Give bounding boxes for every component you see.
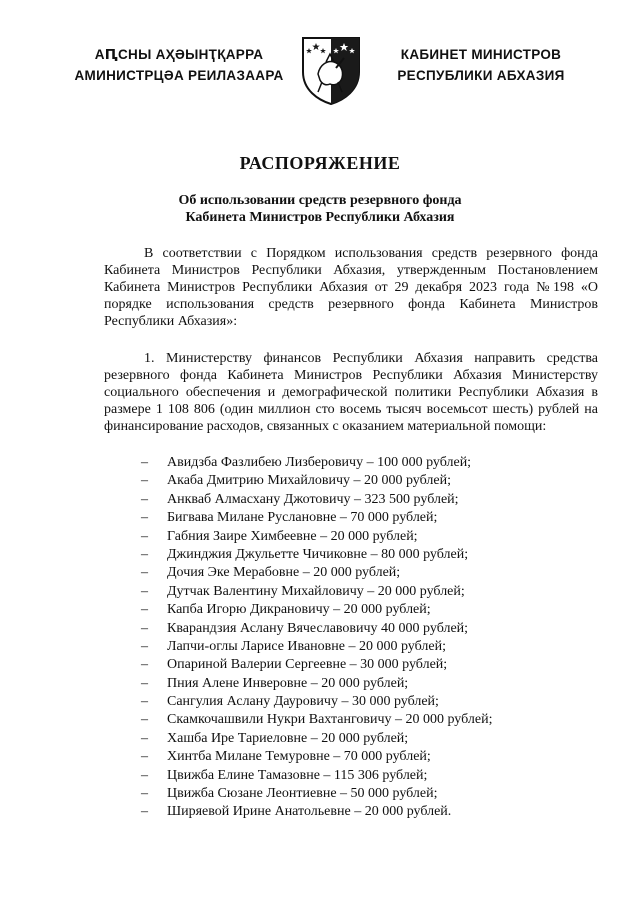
list-item bbox=[141, 564, 611, 582]
list-item bbox=[141, 601, 611, 619]
list-dash: – bbox=[141, 767, 148, 783]
list-dash: – bbox=[141, 620, 148, 636]
paragraph-1-text: В соответствии с Порядком использования средств резервного фонда Кабинета Министров Республики Абхазия, утвержденным Постановлением Кабинета Министров Республики Абхазия от 29 декабря 2023 года №198 «О порядке использования средств резервного фонда Кабинета Министров Республики Абхазия»: bbox=[104, 246, 598, 329]
list-item bbox=[141, 546, 611, 564]
list-item-text: Хашба Ире Тариеловне – 20 000 рублей; bbox=[167, 730, 409, 746]
list-item bbox=[141, 730, 611, 748]
list-item bbox=[141, 767, 611, 785]
list-dash: – bbox=[141, 694, 148, 710]
list-item bbox=[141, 528, 611, 546]
header-abkhaz-title bbox=[64, 44, 294, 86]
list-item-text: Хинтба Милане Темуровне – 70 000 рублей; bbox=[167, 749, 431, 765]
list-dash: – bbox=[141, 749, 148, 765]
list-item-text: Дочия Эке Мерабовне – 20 000 рублей; bbox=[167, 565, 401, 581]
list-dash: – bbox=[141, 730, 148, 746]
list-dash: – bbox=[141, 473, 148, 489]
list-item bbox=[141, 656, 611, 674]
list-dash: – bbox=[141, 657, 148, 673]
header-right-line1: КАБИНЕТ МИНИСТРОВ bbox=[400, 47, 562, 62]
list-item-text: Джинджия Джульетте Чичиковне – 80 000 рублей; bbox=[167, 546, 469, 562]
list-item bbox=[141, 748, 611, 766]
recipient-list bbox=[141, 454, 611, 822]
document-header bbox=[0, 0, 640, 110]
list-item-text: Ширяевой Ирине Анатольевне – 20 000 рублей. bbox=[167, 804, 452, 820]
list-item-text: Скамкочашвили Нукри Вахтанговичу – 20 000 рублей; bbox=[167, 712, 493, 728]
list-item bbox=[141, 711, 611, 729]
list-dash: – bbox=[141, 638, 148, 654]
list-item bbox=[141, 803, 611, 821]
list-dash: – bbox=[141, 455, 148, 470]
clause-1-paragraph bbox=[104, 350, 598, 435]
list-item bbox=[141, 675, 611, 693]
list-item-text: Цвижба Елине Тамазовне – 115 306 рублей; bbox=[167, 767, 428, 783]
list-item bbox=[141, 620, 611, 638]
list-item-text: Габния Заире Химбеевне – 20 000 рублей; bbox=[167, 528, 418, 544]
list-item-text: Бигвава Милане Руслановне – 70 000 рублей; bbox=[167, 510, 438, 526]
list-dash: – bbox=[141, 712, 148, 728]
subtitle-line2: Кабинета Министров Республики Абхазия bbox=[185, 210, 455, 225]
list-item bbox=[141, 454, 611, 472]
list-dash: – bbox=[141, 602, 148, 618]
list-item bbox=[141, 638, 611, 656]
list-item-text: Дутчак Валентину Михайловичу – 20 000 рублей; bbox=[167, 583, 465, 599]
list-item-text: Авидзба Фазлибею Лизберовичу – 100 000 рублей; bbox=[167, 455, 472, 470]
header-russian-title bbox=[376, 44, 586, 86]
list-dash: – bbox=[141, 804, 148, 820]
list-item bbox=[141, 472, 611, 490]
list-item bbox=[141, 693, 611, 711]
paragraph-2-text: 1. Министерству финансов Республики Абхазия направить средства резервного фонда Кабинета Министров Республики Абхазия Министерству социального обеспечения и демографической политики Республики Абхазия в размере 1 108 806 (один миллион сто восемь тысяч восемьсот шесть) рублей на финансирование расходов, связанных с оказанием материальной помощи: bbox=[104, 351, 598, 434]
list-item bbox=[141, 491, 611, 509]
list-dash: – bbox=[141, 675, 148, 691]
list-item-text: Акаба Дмитрию Михайловичу – 20 000 рублей; bbox=[167, 473, 451, 489]
header-right-line2: РЕСПУБЛИКИ АБХАЗИЯ bbox=[397, 68, 565, 83]
list-item-text: Цвижба Сюзане Леонтиевне – 50 000 рублей; bbox=[167, 786, 438, 802]
list-item-text: Анкваб Алмасхану Джотовичу – 323 500 рублей; bbox=[167, 491, 459, 507]
list-item-text: Пния Алене Инверовне – 20 000 рублей; bbox=[167, 675, 409, 691]
list-item bbox=[141, 785, 611, 803]
list-dash: – bbox=[141, 491, 148, 507]
list-dash: – bbox=[141, 565, 148, 581]
coat-of-arms-emblem bbox=[300, 34, 362, 106]
list-item-text: Сангулия Аслану Дауровичу – 30 000 рублей; bbox=[167, 694, 439, 710]
list-dash: – bbox=[141, 546, 148, 562]
header-left-line2: АМИНИСТРЦӘА РЕИЛАЗААРА bbox=[74, 68, 284, 83]
document-subtitle bbox=[0, 192, 640, 226]
list-dash: – bbox=[141, 510, 148, 526]
list-item-text: Капба Игорю Дикрановичу – 20 000 рублей; bbox=[167, 602, 431, 618]
list-dash: – bbox=[141, 583, 148, 599]
list-item bbox=[141, 509, 611, 527]
document-title: РАСПОРЯЖЕНИЕ bbox=[239, 153, 401, 173]
subtitle-line1: Об использовании средств резервного фонда bbox=[178, 193, 462, 208]
list-item bbox=[141, 583, 611, 601]
list-item-text: Лапчи-оглы Ларисе Ивановне – 20 000 рублей; bbox=[167, 638, 446, 654]
preamble-paragraph bbox=[104, 245, 598, 330]
list-item-text: Кварандзия Аслану Вячеславовичу 40 000 рублей; bbox=[167, 620, 469, 636]
list-item-text: Опариной Валерии Сергеевне – 30 000 рублей; bbox=[167, 657, 448, 673]
header-left-line1: АԤСНЫ АҲӘЫНҬҚАРРА bbox=[94, 47, 264, 62]
list-dash: – bbox=[141, 528, 148, 544]
list-dash: – bbox=[141, 786, 148, 802]
